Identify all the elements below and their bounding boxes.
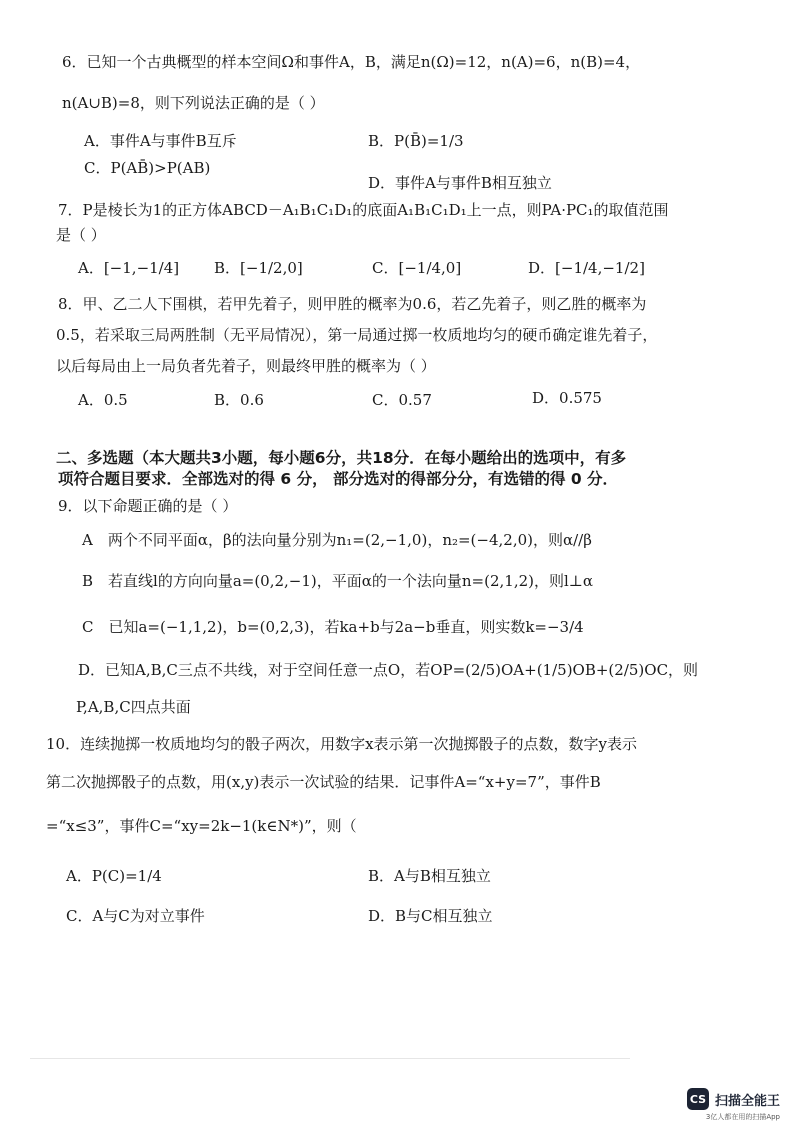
q8-option-d: D．0.575	[532, 389, 602, 407]
scan-artifact-line	[30, 1058, 630, 1059]
q9-option-c: C 已知a=(−1,1,2)，b=(0,2,3)，若ka+b与2a−b垂直，则实数k=−3/4	[82, 618, 584, 636]
q6-option-d: D．事件A与事件B相互独立	[368, 174, 552, 192]
q8-stem-line2: 0.5，若采取三局两胜制（无平局情况），第一局通过掷一枚质地均匀的硬币确定谁先着子，	[56, 326, 658, 344]
q7-option-c: C．[−1/4,0]	[372, 259, 462, 277]
q6-option-c: C．P(AB̄)>P(AB)	[84, 159, 211, 177]
q9-option-d-line2: P,A,B,C四点共面	[76, 698, 191, 716]
q8-option-a: A．0.5	[78, 391, 128, 409]
q6-option-b: B．P(B̄)=1/3	[368, 132, 464, 150]
camscanner-logo-icon: CS	[687, 1088, 709, 1110]
q10-option-a: A．P(C)=1/4	[66, 867, 162, 885]
scanner-watermark	[687, 1088, 780, 1110]
q10-stem-line1: 10．连续抛掷一枚质地均匀的骰子两次，用数字x表示第一次抛掷骰子的点数，数字y表示	[46, 735, 638, 753]
q9-option-b: B 若直线l的方向向量a=(0,2,−1)，平面α的一个法向量n=(2,1,2)，则l⊥α	[82, 572, 594, 590]
q8-stem-line1: 8．甲、乙二人下围棋，若甲先着子，则甲胜的概率为0.6，若乙先着子，则乙胜的概率为	[58, 295, 647, 313]
q6-stem-line1: 6．已知一个古典概型的样本空间Ω和事件A，B，满足n(Ω)=12，n(A)=6，n(B)=4，	[62, 53, 641, 71]
scanner-app-name: 扫描全能王	[714, 1093, 780, 1109]
q7-stem-line2: 是（ ）	[56, 226, 106, 244]
q10-option-b: B．A与B相互独立	[368, 867, 491, 885]
q9-option-a: A 两个不同平面α，β的法向量分别为n₁=(2,−1,0)，n₂=(−4,2,0)，则α//β	[82, 531, 592, 549]
q6-option-a: A．事件A与事件B互斥	[84, 132, 237, 150]
q8-option-b: B．0.6	[214, 391, 264, 409]
q8-option-c: C．0.57	[372, 391, 432, 409]
q8-stem-line3: 以后每局由上一局负者先着子，则最终甲胜的概率为（ ）	[56, 357, 436, 375]
q9-stem: 9．以下命题正确的是（ ）	[58, 497, 238, 515]
q10-option-d: D．B与C相互独立	[368, 907, 493, 925]
q7-option-d: D．[−1/4,−1/2]	[528, 259, 645, 277]
q6-stem-line2: n(A∪B)=8，则下列说法正确的是（ ）	[62, 94, 325, 112]
q7-stem-line1: 7．P是棱长为1的正方体ABCD－A₁B₁C₁D₁的底面A₁B₁C₁D₁上一点，则PA·PC₁的取值范围	[58, 201, 669, 219]
q10-stem-line3: =“x≤3”，事件C=“xy=2k−1(k∈N*)”，则（	[46, 817, 357, 835]
q7-option-a: A．[−1,−1/4]	[78, 259, 180, 277]
q7-option-b: B．[−1/2,0]	[214, 259, 303, 277]
q10-stem-line2: 第二次抛掷骰子的点数，用(x,y)表示一次试验的结果．记事件A=“x+y=7”，事件B	[46, 773, 601, 791]
section2-heading-line2: 项符合题目要求．全部选对的得 6 分， 部分选对的得部分分，有选错的得 0 分．	[58, 470, 619, 488]
q9-option-d-line1: D．已知A,B,C三点不共线，对于空间任意一点O，若OP=(2/5)OA+(1/5)OB+(2/5)OC，则	[78, 661, 699, 679]
section2-heading-line1: 二、多选题（本大题共3小题，每小题6分，共18分．在每小题给出的选项中，有多	[56, 449, 627, 467]
q10-option-c: C．A与C为对立事件	[66, 907, 205, 925]
scanner-app-tagline: 3亿人都在用的扫描App	[705, 1113, 780, 1121]
